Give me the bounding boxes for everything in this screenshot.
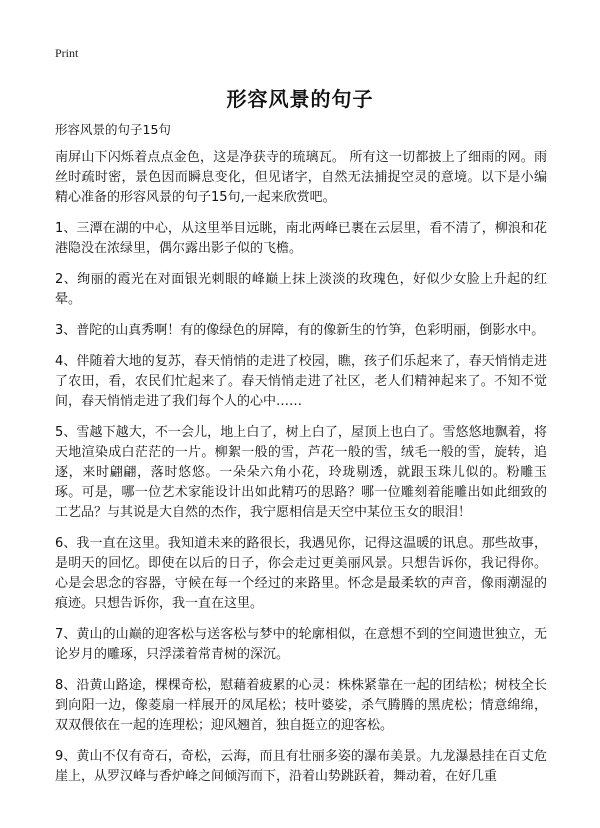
paragraph-1: 1、三潭在湖的中心，从这里举目远眺，南北两峰已裹在云层里，看不清了，柳浪和花港隐没在浓绿里，偶尔露出影子似的飞檐。 (55, 221, 547, 256)
paragraph-9: 9、黄山不仅有奇石，奇松，云海，而且有壮丽多姿的瀑布美景。九龙瀑悬挂在百丈危崖上，从罗汉峰与香炉峰之间倾泻而下，沿着山势跳跃着，舞动着，在好几重 (55, 749, 547, 784)
paragraph-intro: 南屏山下闪烁着点点金色，这是净获寺的琉璃瓦。 所有这一切都披上了细雨的网。雨丝时疏时密，景色因而瞬息变化，但见诸字，自然无法捕捉空灵的意境。以下是小编精心准备的形容风景的句子15句,一起来欣赏吧。 (55, 150, 547, 205)
document-subtitle: 形容风景的句子15句 (55, 122, 171, 137)
paragraph-4: 4、伴随着大地的复苏，春天悄悄的走进了校园，瞧，孩子们乐起来了，春天悄悄走进了农田，看，农民们忙起来了。春天悄悄走进了社区，老人们精神起来了。不知不觉间，春天悄悄走进了我们每个人的心中…… (55, 354, 547, 409)
paragraph-5: 5、雪越下越大，不一会儿，地上白了，树上白了，屋顶上也白了。雪悠悠地飘着，将天地渲染成白茫茫的一片。柳絮一般的雪，芦花一般的雪，绒毛一般的雪，旋转，追逐，来时翩翩，落时悠悠。一朵朵六角小花，玲珑剔透，就跟玉珠儿似的。粉雕玉琢。可是，哪一位艺术家能设计出如此精巧的思路？哪一位雕刻着能雕出如此细致的工艺品？与其说是大自然的杰作，我宁愿相信是天空中某位玉女的眼泪！ (55, 425, 547, 520)
paragraph-6: 6、我一直在这里。我知道未来的路很长，我遇见你，记得这温暖的讯息。那些故事，是明天的回忆。即使在以后的日子，你会走过更美丽风景。只想告诉你，我记得你。心是会思念的容器，守候在每一个经过的来路里。怀念是最柔软的声音，像雨潮湿的痕迹。只想告诉你，我一直在这里。 (55, 536, 547, 611)
paragraph-7: 7、黄山的山巅的迎客松与送客松与梦中的轮廓相似，在意想不到的空间遗世独立，无论岁月的雕琢，只浮漾着常青树的深沉。 (55, 627, 547, 662)
paragraph-2: 2、绚丽的霞光在对面银光刺眼的峰巅上抹上淡淡的玫瑰色，好似少女脸上升起的红晕。 (55, 272, 547, 307)
article-body (55, 148, 547, 798)
paragraph-8: 8、沿黄山路途，棵棵奇松，慰藉着疲累的心灵：株株紧靠在一起的团结松；树枝全长到向阳一边，像菱扇一样展开的凤尾松；枝叶婆娑，杀气腾腾的黑虎松；情意绵绵，双双偎依在一起的连理松；迎风翘首，独自挺立的迎客松。 (55, 678, 547, 733)
print-link[interactable]: Print (55, 46, 79, 60)
document-title: 形容风景的句子 (226, 87, 374, 111)
paragraph-3: 3、普陀的山真秀啊！有的像绿色的屏障，有的像新生的竹笋，色彩明丽，倒影水中。 (55, 323, 545, 338)
